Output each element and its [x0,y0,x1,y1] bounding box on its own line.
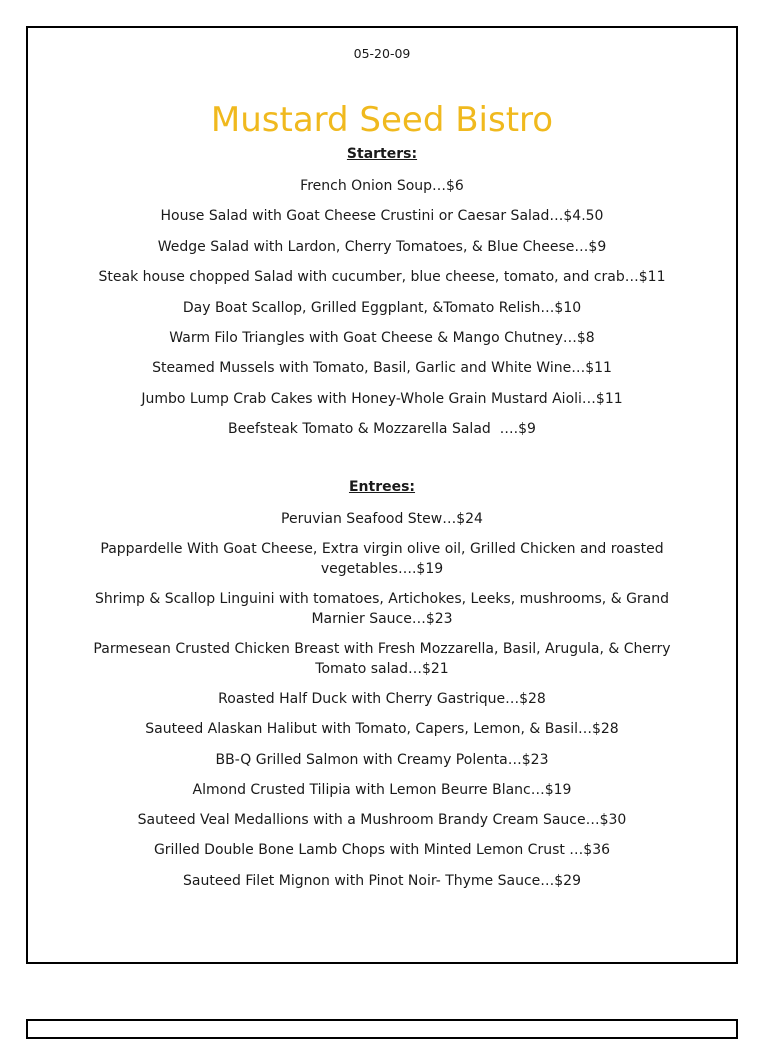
list-item: BB-Q Grilled Salmon with Creamy Polenta…$23 [215,751,549,768]
list-item: Sauteed Veal Medallions with a Mushroom Brandy Cream Sauce…$30 [137,812,627,829]
list-item: Sauteed Alaskan Halibut with Tomato, Capers, Lemon, & Basil…$28 [145,721,619,738]
list-item: Grilled Double Bone Lamb Chops with Minted Lemon Crust …$36 [153,842,611,859]
entrees-list [28,509,736,891]
list-item: Parmesean Crusted Chicken Breast with Fresh Mozzarella, Basil, Arugula, & Cherry Tomato salad…$21 [93,641,671,677]
list-item: Pappardelle With Goat Cheese, Extra virgin olive oil, Grilled Chicken and roasted vegetables….$19 [100,541,664,577]
list-item: Steamed Mussels with Tomato, Basil, Garlic and White Wine…$11 [152,360,612,377]
list-item: French Onion Soup…$6 [300,178,464,194]
list-item: House Salad with Goat Cheese Crustini or Caesar Salad…$4.50 [160,208,604,225]
list-item: Roasted Half Duck with Cherry Gastrique…$28 [218,691,546,707]
list-item: Wedge Salad with Lardon, Cherry Tomatoes, & Blue Cheese…$9 [157,238,607,255]
starters-heading: Starters: [346,146,418,162]
list-item: Beefsteak Tomato & Mozzarella Salad ….$9 [228,421,536,438]
menu-page [26,26,738,964]
next-page-edge [26,1019,738,1039]
list-item: Warm Filo Triangles with Goat Cheese & Mango Chutney…$8 [169,329,595,346]
list-item: Almond Crusted Tilipia with Lemon Beurre Blanc…$19 [192,781,572,798]
menu-date: 05-20-09 [353,46,411,61]
list-item: Day Boat Scallop, Grilled Eggplant, &Tomato Relish…$10 [182,299,582,316]
list-item: Peruvian Seafood Stew…$24 [281,511,483,527]
list-item: Shrimp & Scallop Linguini with tomatoes, Artichokes, Leeks, mushrooms, & Grand Marnier Sauce…$23 [94,591,670,627]
entrees-heading: Entrees: [348,479,416,495]
list-item: Sauteed Filet Mignon with Pinot Noir- Thyme Sauce…$29 [182,872,581,889]
list-item: Steak house chopped Salad with cucumber, blue cheese, tomato, and crab…$11 [98,269,666,286]
restaurant-name: Mustard Seed Bistro [210,100,554,140]
starters-list [28,176,736,439]
list-item: Jumbo Lump Crab Cakes with Honey-Whole Grain Mustard Aioli…$11 [141,390,623,407]
